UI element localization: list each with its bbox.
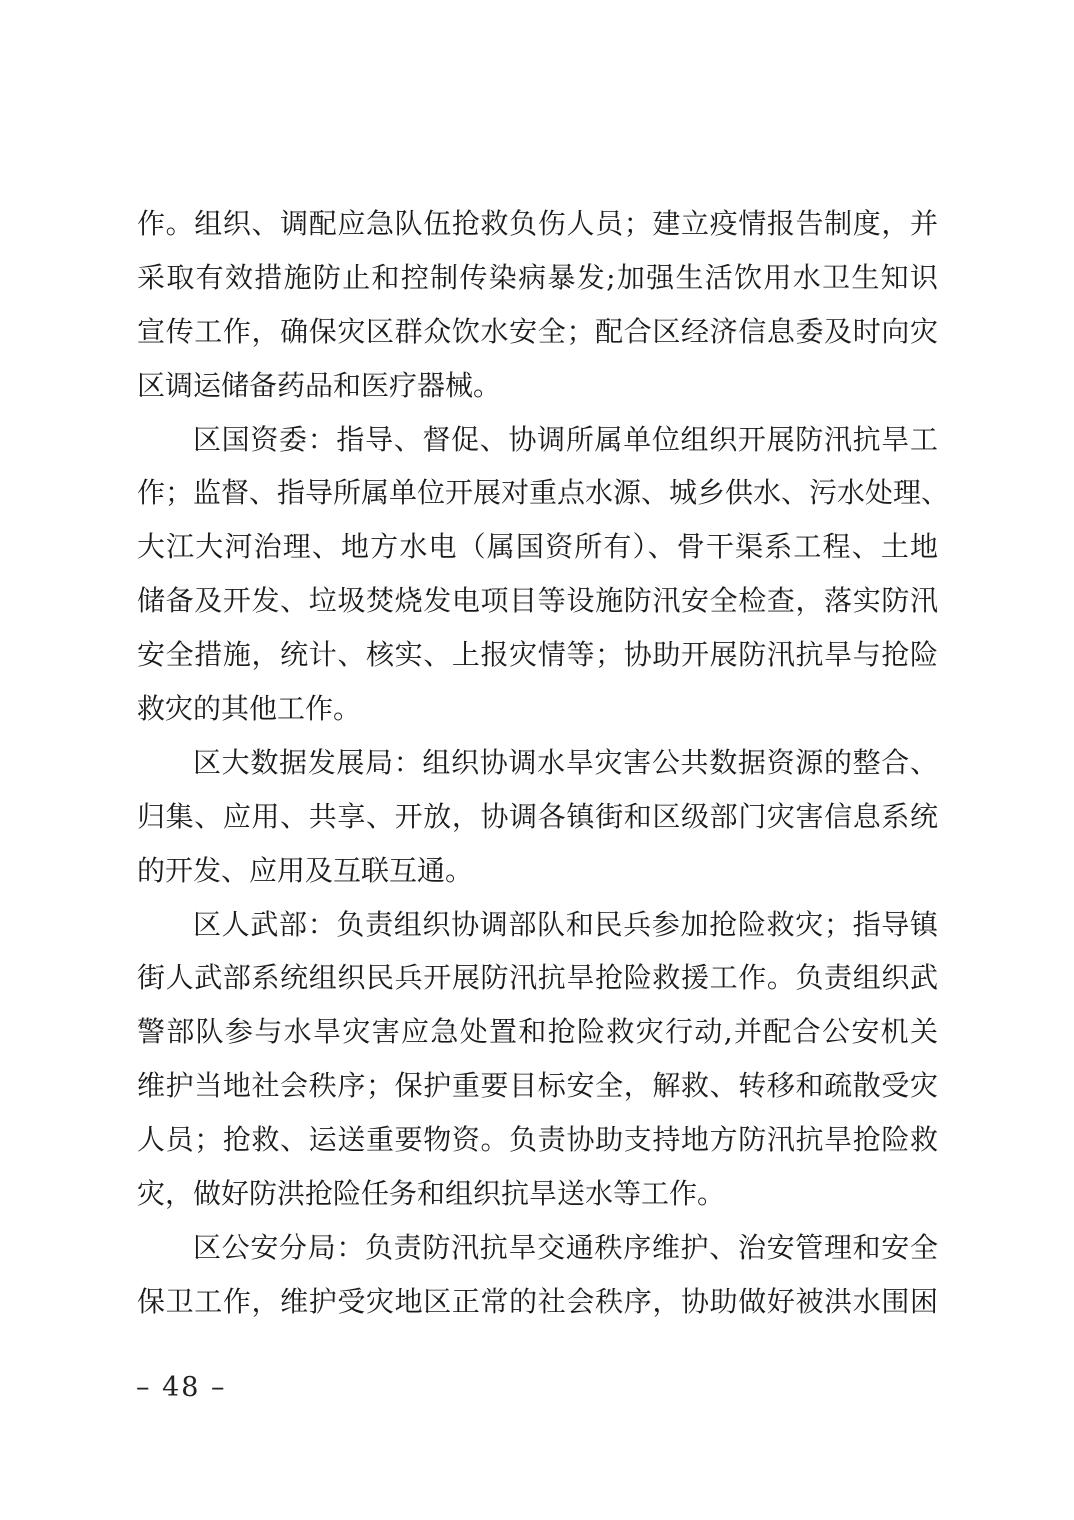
text-line: 区大数据发展局：组织协调水旱灾害公共数据资源的整合、 bbox=[193, 745, 938, 779]
text-line: 区公安分局：负责防汛抗旱交通秩序维护、治安管理和安全 bbox=[193, 1230, 938, 1264]
page-number: – 48 – bbox=[136, 1372, 227, 1403]
text-line: 区人武部：负责组织协调部队和民兵参加抢险救灾；指导镇 bbox=[193, 907, 938, 941]
text-line: 区国资委：指导、督促、协调所属单位组织开展防汛抗旱工 bbox=[193, 422, 938, 456]
text-line: 作；监督、指导所属单位开展对重点水源、城乡供水、污水处理、 bbox=[137, 476, 950, 510]
text-line: 维护当地社会秩序；保护重要目标安全，解救、转移和疏散受灾 bbox=[137, 1069, 938, 1103]
text-line: 保卫工作，维护受灾地区正常的社会秩序，协助做好被洪水围困 bbox=[137, 1284, 938, 1318]
text-line: 街人武部系统组织民兵开展防汛抗旱抢险救援工作。负责组织武 bbox=[137, 961, 938, 995]
text-line: 储备及开发、垃圾焚烧发电项目等设施防汛安全检查，落实防汛 bbox=[137, 584, 938, 618]
text-line: 宣传工作，确保灾区群众饮水安全；配合区经济信息委及时向灾 bbox=[137, 314, 938, 348]
body-text bbox=[137, 197, 950, 1329]
text-line: 区调运储备药品和医疗器械。 bbox=[137, 368, 502, 402]
text-line: 归集、应用、共享、开放，协调各镇街和区级部门灾害信息系统 bbox=[137, 799, 938, 833]
text-line: 作。组织、调配应急队伍抢救负伤人员；建立疫情报告制度，并 bbox=[137, 207, 938, 240]
text-line: 救灾的其他工作。 bbox=[137, 692, 362, 726]
text-line: 的开发、应用及互联互通。 bbox=[137, 853, 474, 887]
text-line: 人员；抢救、运送重要物资。负责协助支持地方防汛抗旱抢险救 bbox=[137, 1123, 938, 1157]
text-line: 警部队参与水旱灾害应急处置和抢险救灾行动,并配合公安机关 bbox=[137, 1015, 938, 1049]
text-line: 灾，做好防洪抢险任务和组织抗旱送水等工作。 bbox=[137, 1177, 726, 1211]
text-line: 安全措施，统计、核实、上报灾情等；协助开展防汛抗旱与抢险 bbox=[137, 638, 938, 672]
text-line: 大江大河治理、地方水电（属国资所有）、骨干渠系工程、土地 bbox=[137, 530, 938, 564]
text-line: 采取有效措施防止和控制传染病暴发;加强生活饮用水卫生知识 bbox=[137, 260, 938, 294]
